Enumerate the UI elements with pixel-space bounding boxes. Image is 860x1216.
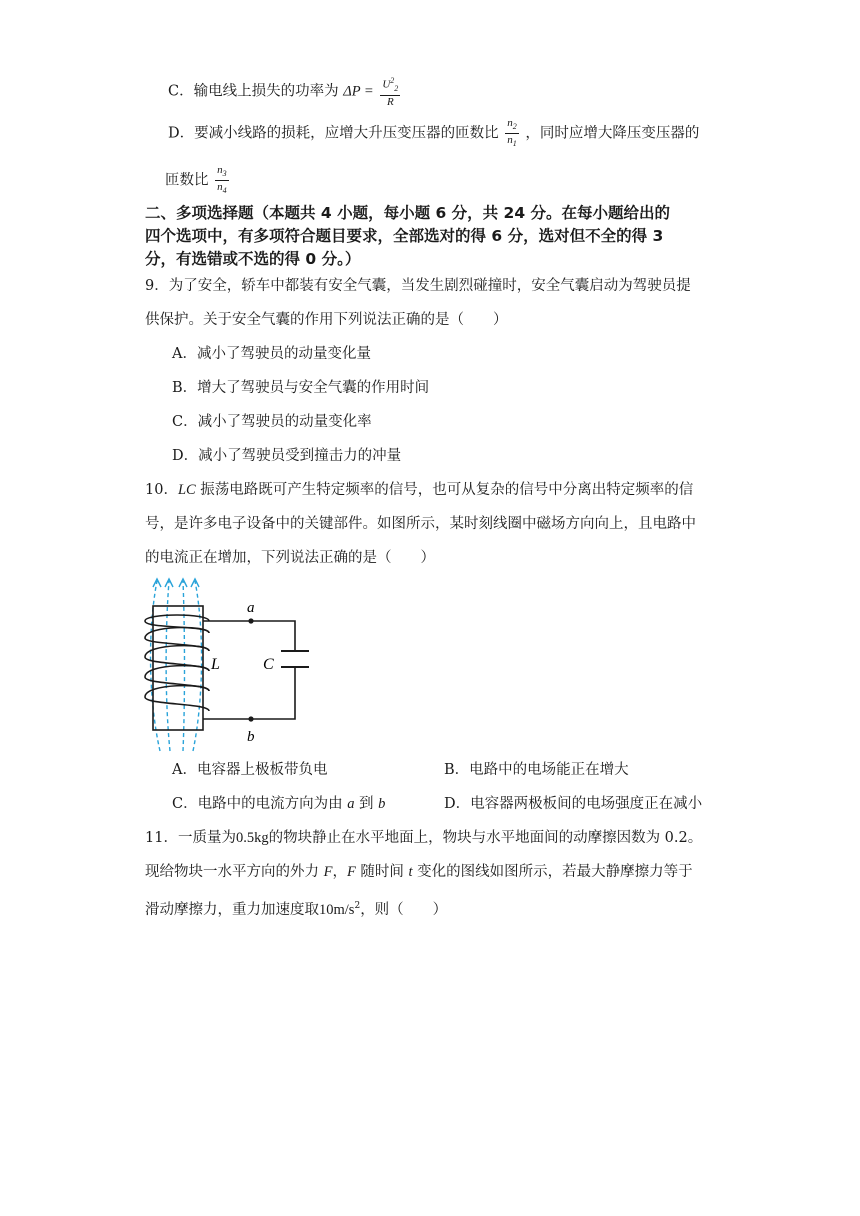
- q10-stem-line-2: 号，是许多电子设备中的关键部件。如图所示，某时刻线圈中磁场方向向上，且电路中: [145, 516, 696, 532]
- lc-circuit-figure: [135, 573, 335, 753]
- label-a: a: [247, 600, 255, 616]
- section-heading-line-2: 四个选项中，有多项符合题目要求，全部选对的得 6 分，选对但不全的得 3: [145, 227, 664, 245]
- coil-windings: [145, 615, 209, 711]
- q9-stem-line-2: 供保护。关于安全气囊的作用下列说法正确的是（ ）: [145, 312, 508, 328]
- q9-option-c: C．减小了驾驶员的动量变化率: [172, 414, 372, 430]
- q11-stem-line-2: 现给物块一水平方向的外力 F，F 随时间 t 变化的图线如图所示，若最大静摩擦力等于: [145, 864, 693, 880]
- label-b: b: [247, 729, 255, 745]
- prev-option-d: D．要减小线路的损耗，应增大升压变压器的匝数比 $\frac{n_2}{n_1}$ ，同时应增大降压变压器的: [168, 117, 700, 149]
- option-c-text: C．输电线上损失的功率为: [168, 83, 339, 100]
- q10-stem-line-3: 的电流正在增加，下列说法正确的是（ ）: [145, 550, 435, 566]
- q9-option-d: D．减小了驾驶员受到撞击力的冲量: [172, 448, 402, 464]
- formula-lhs: ΔP =: [343, 83, 374, 100]
- label-capacitor: C: [263, 656, 274, 673]
- q10-option-b: B．电路中的电场能正在增大: [444, 762, 629, 778]
- turns-ratio-fraction-2: $\frac{n_3}{n_4}$: [217, 164, 227, 196]
- q10-stem-line-1: 10．LC 振荡电路既可产生特定频率的信号，也可从复杂的信号中分离出特定频率的信: [145, 482, 694, 498]
- node-a: [248, 618, 253, 623]
- q10-option-a: A．电容器上极板带负电: [172, 762, 328, 778]
- section-heading-line-1: 二、多项选择题（本题共 4 小题，每小题 6 分，共 24 分。在每小题给出的: [145, 204, 671, 222]
- field-arrowheads: [153, 579, 199, 587]
- prev-option-d-cont: 匝数比 $\frac{n_3}{n_4}$: [165, 164, 227, 196]
- node-b: [248, 716, 253, 721]
- q9-option-a: A．减小了驾驶员的动量变化量: [172, 346, 371, 362]
- label-inductor: L: [211, 656, 220, 673]
- turns-ratio-fraction-1: $\frac{n_2}{n_1}$: [507, 117, 517, 149]
- power-loss-fraction: $\frac{U^2_2}{R}$: [382, 76, 399, 108]
- q11-stem-line-1: 11．一质量为0.5kg的物块静止在水平地面上，物块与水平地面间的动摩擦因数为 0.2。: [145, 830, 703, 846]
- capacitor-plates: [281, 651, 309, 667]
- section-heading-line-3: 分，有选错或不选的得 0 分。）: [145, 250, 361, 268]
- q10-option-d: D．电容器两极板间的电场强度正在减小: [444, 796, 703, 812]
- prev-option-c: [168, 74, 402, 109]
- q9-option-b: B．增大了驾驶员与安全气囊的作用时间: [172, 380, 430, 396]
- q10-option-c: C．电路中的电流方向为由 a 到 b: [172, 796, 386, 812]
- q11-stem-line-3: 滑动摩擦力，重力加速度取$10m/s^2$，则（ ）: [145, 901, 448, 918]
- q9-stem-line-1: 9．为了安全，轿车中都装有安全气囊，当发生剧烈碰撞时，安全气囊启动为驾驶员提: [145, 278, 691, 294]
